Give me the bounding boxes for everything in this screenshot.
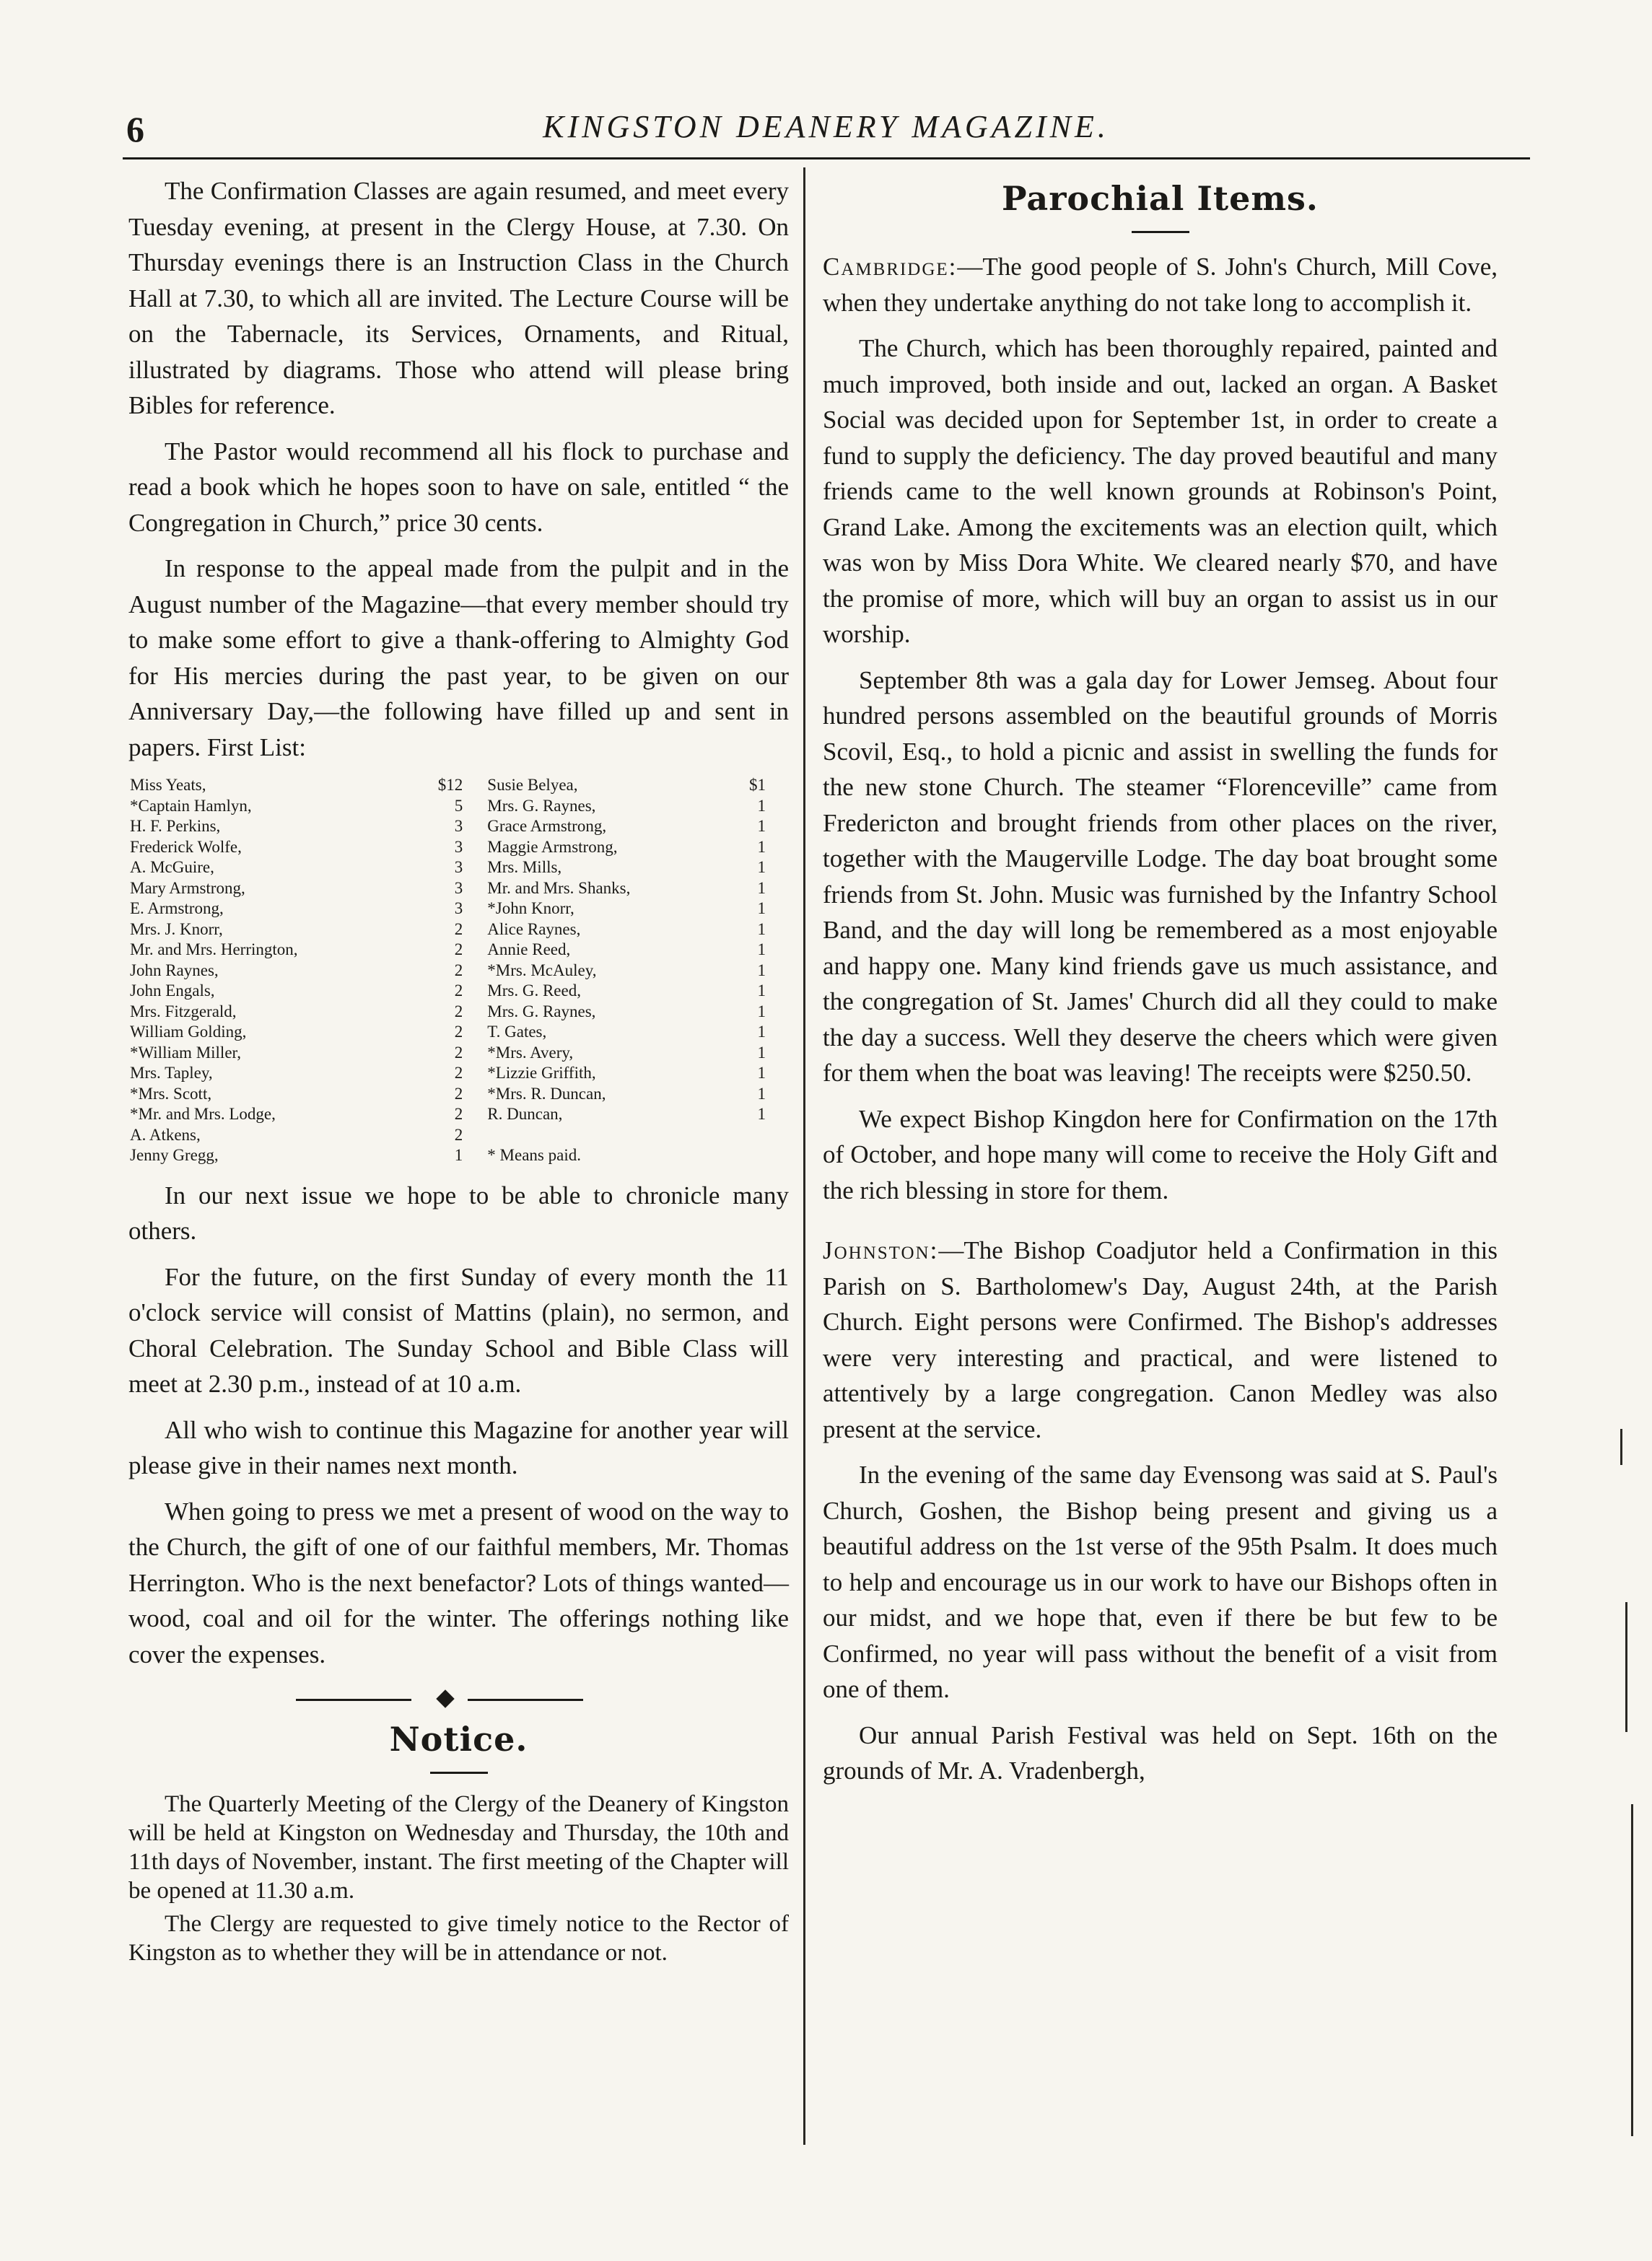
ornament-divider [128,1692,789,1707]
subscription-row [128,796,789,817]
subscription-list [128,775,789,1166]
page-edge-marks [1617,1429,1646,2151]
paragraph: In response to the appeal made from the pulpit and in the August number of the Magazine—that every member should try to make some effort to give a thank-offering to Almighty God for His mercies during the past year, to be given on our Anniversary Day,—the following have filled up and sent in papers. First List: [128,554,789,761]
subscription-amount: 1 [757,796,766,815]
paragraph: Our annual Parish Festival was held on Sept. 16th on the grounds of Mr. A. Vradenbergh, [823,1720,1498,1785]
subscription-row [128,961,789,981]
subscriber-name: * Means paid. [487,1146,581,1164]
subscription-amount [723,1145,789,1166]
subscription-row [128,1084,789,1105]
subscription-amount: 1 [757,961,766,979]
subscriber-name: Mr. and Mrs. Shanks, [487,878,631,897]
subscription-row [128,1043,789,1064]
subscriber-name: Mrs. G. Reed, [487,981,581,1000]
column-divider [803,167,805,2145]
subscription-amount: 1 [757,858,766,876]
subscription-amount: $1 [749,776,766,794]
subscription-row [128,775,789,796]
notice-paragraph: The Clergy are requested to give timely notice to the Rector of Kingston as to whether they will be in attendance or not. [128,1911,789,1966]
paragraph: We expect Bishop Kingdon here for Confirmation on the 17th of October, and hope many will come to receive the Holy Gift and the rich blessing in store for them. [823,1104,1498,1204]
subscription-amount [723,1125,789,1146]
subscriber-name: Grace Armstrong, [487,817,607,835]
paragraph: The Pastor would recommend all his flock to purchase and read a book which he hopes soon to have on sale, entitled “ the Congregation in Church,” price 30 cents. [128,437,789,537]
subscription-amount: 1 [757,1105,766,1123]
subscription-row [128,940,789,961]
subscription-amount: 2 [454,919,463,938]
subscription-amount: 3 [454,837,463,856]
subscriber-name: A. Atkens, [130,1125,201,1144]
subscriber-name: Mr. and Mrs. Herrington, [130,940,298,958]
subscription-row [128,1002,789,1023]
subscription-amount: 1 [757,1043,766,1062]
subscription-amount: 3 [454,899,463,917]
lead-text: —The Bishop Coadjutor held a Confirmation in this Parish on S. Bartholomew's Day, August 24th, at the Parish Church. Eight persons were Confirmed. The Bishop's addresses were very interesting and practical, and were listened to attentively by a large congregation. Canon Medley was also present at the service. [823,1236,1498,1443]
subscription-row [128,1125,789,1146]
subscriber-name: *John Knorr, [487,899,574,917]
subscription-amount: 2 [454,961,463,979]
subscriber-name: Annie Reed, [487,940,571,958]
paragraph: The Church, which has been thoroughly repaired, painted and much improved, both inside and out, lacked an organ. A Basket Social was decided upon for September 1st, in order to create a fund to supply the deficiency. The day proved beautiful and many friends came to the well known grounds at Robinson's Point, Grand Lake. Among the excitements was an election quilt, which was won by Miss Dora White. We cleared nearly $70, and have the promise of more, which will buy an organ to assist us in our worship. [823,334,1498,648]
subscriber-name: R. Duncan, [487,1105,563,1123]
subscription-amount: 1 [757,1084,766,1103]
subscriber-name: T. Gates, [487,1023,547,1041]
paragraph: For the future, on the first Sunday of every month the 11 o'clock service will consist of Mattins (plain), no sermon, and Choral Celebration. The Sunday School and Bible Class will meet at 2.30 p.m., instead of at 10 a.m. [128,1262,789,1398]
subscription-amount: 1 [757,981,766,1000]
subscription-amount: 2 [454,1023,463,1041]
header-rule [123,157,1530,159]
subscription-row [128,1022,789,1043]
subscriber-name: Frederick Wolfe, [130,837,242,856]
place-name: Johnston: [823,1236,939,1264]
subscription-amount: 1 [454,1146,463,1164]
subscription-amount: 1 [757,940,766,958]
subscriber-name: *Mr. and Mrs. Lodge, [130,1105,276,1123]
page-number: 6 [126,109,144,149]
subscriber-name [486,1125,723,1146]
subscriber-name: John Engals, [130,981,215,1000]
subscriber-name: Maggie Armstrong, [487,837,618,856]
subscriber-name: *Lizzie Griffith, [487,1064,596,1082]
subscription-row [128,857,789,878]
notice-heading: Notice. [389,1720,528,1759]
subscriber-name: Mary Armstrong, [130,878,245,897]
paragraph: All who wish to continue this Magazine for another year will please give in their names next month. [128,1415,789,1479]
subscription-amount: 2 [454,1002,463,1020]
subscription-amount: 5 [454,796,463,815]
right-column [823,173,1498,1799]
subscription-row [128,898,789,919]
subscription-amount: 1 [757,899,766,917]
subscription-amount: 2 [454,1064,463,1082]
subscriber-name: Mrs. J. Knorr, [130,919,223,938]
subscription-amount: 1 [757,1064,766,1082]
subscription-row [128,816,789,837]
subscriber-name: John Raynes, [130,961,219,979]
subscriber-name: *Mrs. Scott, [130,1084,212,1103]
paragraph: When going to press we met a present of wood on the way to the Church, the gift of one of our faithful members, Mr. Thomas Herrington. Who is the next benefactor? Lots of things wanted—wood, coal and oil for the winter. The offerings nothing like cover the expenses. [128,1497,789,1669]
subscription-amount: 3 [454,878,463,897]
subscription-amount: 1 [757,919,766,938]
subscriber-name: *Mrs. R. Duncan, [487,1084,606,1103]
subscription-row [128,878,789,899]
subscriber-name: Mrs. Tapley, [130,1064,213,1082]
subscriber-name: *William Miller, [130,1043,242,1062]
subscriber-name: Jenny Gregg, [130,1146,219,1164]
subscription-amount: 2 [454,1084,463,1103]
subscription-amount: 1 [757,878,766,897]
cambridge-lead-paragraph [823,249,1498,320]
subscriber-name: Mrs. G. Raynes, [487,796,596,815]
subscription-amount: 3 [454,817,463,835]
subscription-amount: 1 [757,817,766,835]
subscriber-name: *Mrs. Avery, [487,1043,574,1062]
paragraph: September 8th was a gala day for Lower Jemseg. About four hundred persons assembled on the beautiful grounds of Morris Scovil, Esq., to hold a picnic and assist in swelling the funds for the new stone Church. The steamer “Florenceville” came from Fredericton and brought friends from other places on the river, together with the Maugerville Lodge. The day boat brought some friends from St. John. Music was furnished by the Infantry School Band, and the day will long be remembered as a most enjoyable and happy one. Many kind friends gave us much assistance, and the congregation of St. James' Church did all they could to make the day a success. Well they deserve the cheers which were given for them when the boat was leaving! The receipts were $250.50. [823,665,1498,1087]
subscription-amount: 1 [757,1023,766,1041]
subscription-amount: 1 [757,837,766,856]
heading-rule [1132,231,1189,233]
subscription-amount: 2 [454,1105,463,1123]
subscription-amount: 2 [454,940,463,958]
subscriber-name: Alice Raynes, [487,919,581,938]
running-head [0,108,1652,159]
notice-section [128,1790,789,1967]
subscriber-name: Mrs. G. Raynes, [487,1002,596,1020]
subscriber-name: Susie Belyea, [487,776,578,794]
notice-paragraph: The Quarterly Meeting of the Clergy of the Deanery of Kingston will be held at Kingston on Wednesday and Thursday, the 10th and 11th days of November, instant. The first meeting of the Chapter will be opened at 11.30 a.m. [128,1791,789,1904]
subscription-row [128,1145,789,1166]
magazine-title: KINGSTON DEANERY MAGAZINE. [543,109,1109,144]
subscription-amount: 1 [757,1002,766,1020]
subscription-row [128,1104,789,1125]
subscriber-name: Miss Yeats, [130,776,206,794]
subscriber-name: E. Armstrong, [130,899,224,917]
subscription-row [128,837,789,858]
subscription-amount: 3 [454,858,463,876]
subscription-row [128,919,789,940]
paragraph: The Confirmation Classes are again resumed, and meet every Tuesday evening, at present in the Clergy House, at 7.30. On Thursday evenings there is an Instruction Class in the Church Hall at 7.30, to which all are invited. The Lecture Course will be on the Tabernacle, its Services, Ornaments, and Ritual, illustrated by diagrams. Those who attend will please bring Bibles for reference. [128,177,789,419]
paragraph: In our next issue we hope to be able to chronicle many others. [128,1181,789,1245]
subscription-amount: 2 [454,1125,463,1144]
johnston-lead-paragraph [823,1233,1498,1447]
subscriber-name: H. F. Perkins, [130,817,221,835]
place-name: Cambridge: [823,253,958,281]
subscriber-name: *Mrs. McAuley, [487,961,597,979]
subscription-amount: 2 [454,1043,463,1062]
subscriber-name: William Golding, [130,1023,247,1041]
subscriber-name: Mrs. Mills, [487,858,562,876]
lead-text: —The good people of S. John's Church, Mill Cove, when they undertake anything do not take long to accomplish it. [823,253,1498,317]
paragraph: In the evening of the same day Evensong was said at S. Paul's Church, Goshen, the Bishop being present and giving us a beautiful address on the 1st verse of the 95th Psalm. It does much to help and encourage us in our work to have our Bishops often in our midst, and we hope that, even if there be but few to be Confirmed, no year will pass without the benefit of a visit from one of them. [823,1461,1498,1703]
subscription-row [128,1063,789,1084]
subscription-amount: 2 [454,981,463,1000]
left-column [128,173,789,1972]
subscription-amount: $12 [437,776,463,794]
heading-rule [430,1772,488,1774]
subscriber-name: A. McGuire, [130,858,214,876]
subscriber-name: *Captain Hamlyn, [130,796,252,815]
subscriber-name: Mrs. Fitzgerald, [130,1002,237,1020]
subscription-row [128,981,789,1002]
parochial-items-heading: Parochial Items. [1002,179,1319,218]
